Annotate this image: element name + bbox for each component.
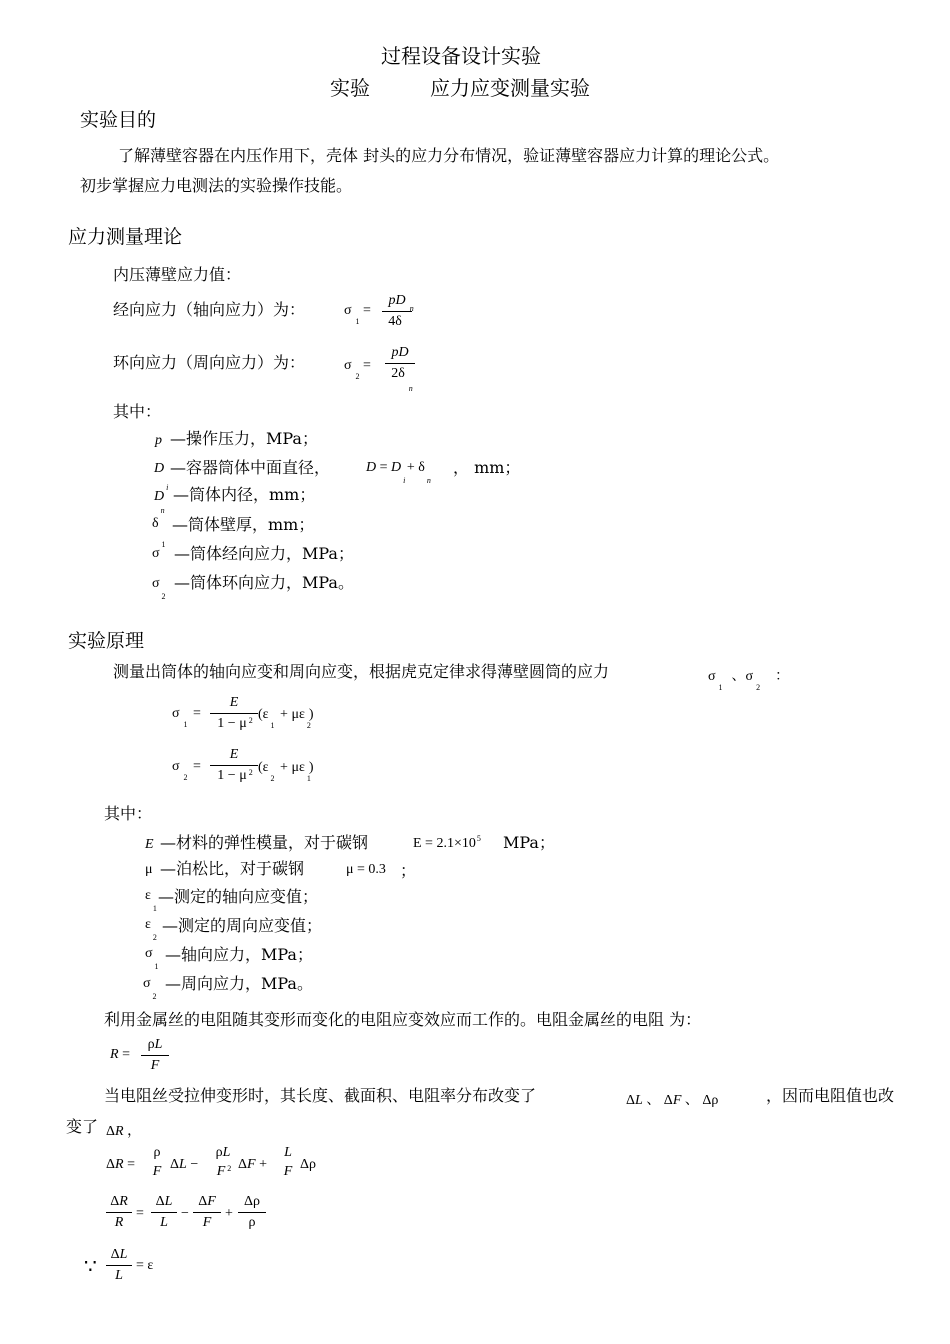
symbol-delta-n: $\delta^n$ (152, 506, 165, 531)
experiment-name: 应力应变测量实验 (430, 76, 590, 100)
delta-r-lhs: ΔR = (106, 1157, 135, 1172)
def-sigma-1: —筒体经向应力，MPa； (174, 544, 354, 563)
symbol-sigma-axial: $\sigma_1$ (145, 946, 159, 971)
def-eps-1: —测定的轴向应变值； (158, 887, 319, 906)
axial-stress-formula-lhs: $\sigma_1$ = (344, 303, 371, 326)
resistance-lhs: R = (110, 1047, 130, 1062)
axial-stress-fraction: pD $4\delta^n$ (382, 292, 412, 332)
hoop-stress-label: 环向应力（周向应力）为： (113, 353, 306, 372)
theory-intro: 内压薄壁应力值： (113, 265, 242, 284)
def-p: —操作压力，MPa； (170, 429, 318, 448)
rel-eq: = (136, 1206, 144, 1221)
purpose-line-2: 初步掌握应力电测法的实验操作技能。 (80, 176, 353, 195)
def-sigma-axial: —轴向应力，MPa； (165, 945, 313, 964)
stretch-line-2: 变了 (66, 1117, 99, 1136)
principle-intro-symbols: $\sigma_1$、$\sigma_2$： (708, 669, 790, 692)
purpose-heading: 实验目的 (80, 109, 157, 131)
stretch-deltas: ΔL 、 ΔF 、 Δρ (626, 1093, 719, 1108)
symbol-sigma-2: $\sigma_2$ (152, 576, 166, 601)
symbol-E: E (145, 837, 154, 852)
principle-intro: 测量出筒体的轴向应变和周向应变，根据虎克定律求得薄壁圆筒的应力 (113, 662, 610, 681)
hooke-sigma1-lhs: $\sigma_1$ = (172, 706, 201, 729)
rel-frac-f: ΔF F (193, 1193, 221, 1232)
resistance-line: 利用金属丝的电阻随其变形而变化的电阻应变效应而工作的。电阻金属丝的电阻 为： (104, 1010, 702, 1029)
stretch-line-1a: 当电阻丝受拉伸变形时，其长度、截面积、电阻率分布改变了 (104, 1086, 537, 1105)
def-E: —材料的弹性模量，对于碳钢 (160, 833, 369, 852)
strain-fraction: ΔL L (106, 1246, 132, 1285)
strain-eq: = ε (136, 1258, 154, 1273)
def-sigma-hoop: —周向应力，MPa。 (165, 974, 313, 993)
hooke-sigma1-rhs: $(\varepsilon_1 + \mu\varepsilon_2)$ (258, 707, 314, 730)
stretch-delta-r: ΔR ， (106, 1124, 142, 1139)
symbol-p: p (155, 433, 162, 448)
rel-frac-l: ΔL L (151, 1193, 177, 1232)
def-D: —容器筒体中面直径， (170, 458, 331, 477)
because-symbol: ∵ (84, 1254, 97, 1278)
def-D-unit: ， mm； (453, 458, 521, 477)
def-sigma-2: —筒体环向应力，MPa。 (174, 573, 354, 592)
delta-r-frac-3: L F (283, 1145, 293, 1179)
resistance-fraction: ρL F (141, 1036, 169, 1075)
axial-stress-label: 经向应力（轴向应力）为： (113, 300, 306, 319)
d-equation: $D = D_i + \delta_n$ (366, 460, 431, 485)
delta-r-term-3: Δρ (300, 1157, 316, 1172)
def-eps-2: —测定的周向应变值； (162, 916, 323, 935)
hooke-sigma2-lhs: $\sigma_2$ = (172, 759, 201, 782)
symbol-mu: μ (145, 862, 153, 877)
delta-r-frac-2: ρL F $^2$ (215, 1145, 232, 1179)
delta-r-term-2: ΔF + (238, 1157, 267, 1172)
def-delta-n: —筒体壁厚，mm； (172, 515, 315, 534)
doc-title: 过程设备设计实验 (381, 44, 541, 68)
experiment-label: 实验 (330, 76, 370, 100)
symbol-D: D (154, 461, 165, 476)
purpose-line-1: 了解薄壁容器在内压作用下，壳体 封头的应力分布情况，验证薄壁容器应力计算的理论公式。 (118, 146, 780, 165)
principle-where: 其中： (104, 804, 153, 823)
delta-r-frac-1: ρ F (152, 1145, 162, 1179)
symbol-eps-1: $\varepsilon_1$ (145, 888, 157, 913)
rel-frac-r: ΔR R (106, 1193, 132, 1232)
theory-heading: 应力测量理论 (68, 226, 183, 248)
symbol-sigma-hoop: $\sigma_2$ (143, 976, 157, 1001)
symbol-eps-2: $\varepsilon_2$ (145, 917, 157, 942)
hooke-sigma1-fraction: E 1 − μ $^2$ (210, 694, 258, 734)
e-unit: MPa； (503, 833, 555, 852)
principle-heading: 实验原理 (68, 630, 145, 652)
def-mu: —泊松比，对于碳钢 (160, 859, 305, 878)
stretch-line-1b: ，因而电阻值也改 (766, 1086, 895, 1105)
def-Di: —筒体内径，mm； (173, 485, 316, 504)
delta-r-term-1: ΔL − (170, 1157, 199, 1172)
hoop-stress-formula-lhs: $\sigma_2$ = (344, 358, 371, 381)
mu-value: μ = 0.3 (346, 862, 386, 877)
e-value: $E = 2.1\times 10^5$ (413, 834, 481, 851)
rel-minus: − (181, 1206, 189, 1221)
rel-plus: + (225, 1206, 233, 1221)
theory-where: 其中： (113, 402, 162, 421)
rel-frac-rho: Δρ ρ (238, 1193, 266, 1232)
symbol-Di: $D^i$ (154, 483, 169, 504)
symbol-sigma-1: $\sigma^1$ (152, 540, 166, 561)
mu-unit: ； (400, 861, 417, 880)
hoop-stress-fraction: pD $2\delta_n$ (385, 344, 415, 384)
hooke-sigma2-fraction: E 1 − μ $^2$ (210, 746, 258, 786)
hooke-sigma2-rhs: $(\varepsilon_2 + \mu\varepsilon_1)$ (258, 760, 314, 783)
